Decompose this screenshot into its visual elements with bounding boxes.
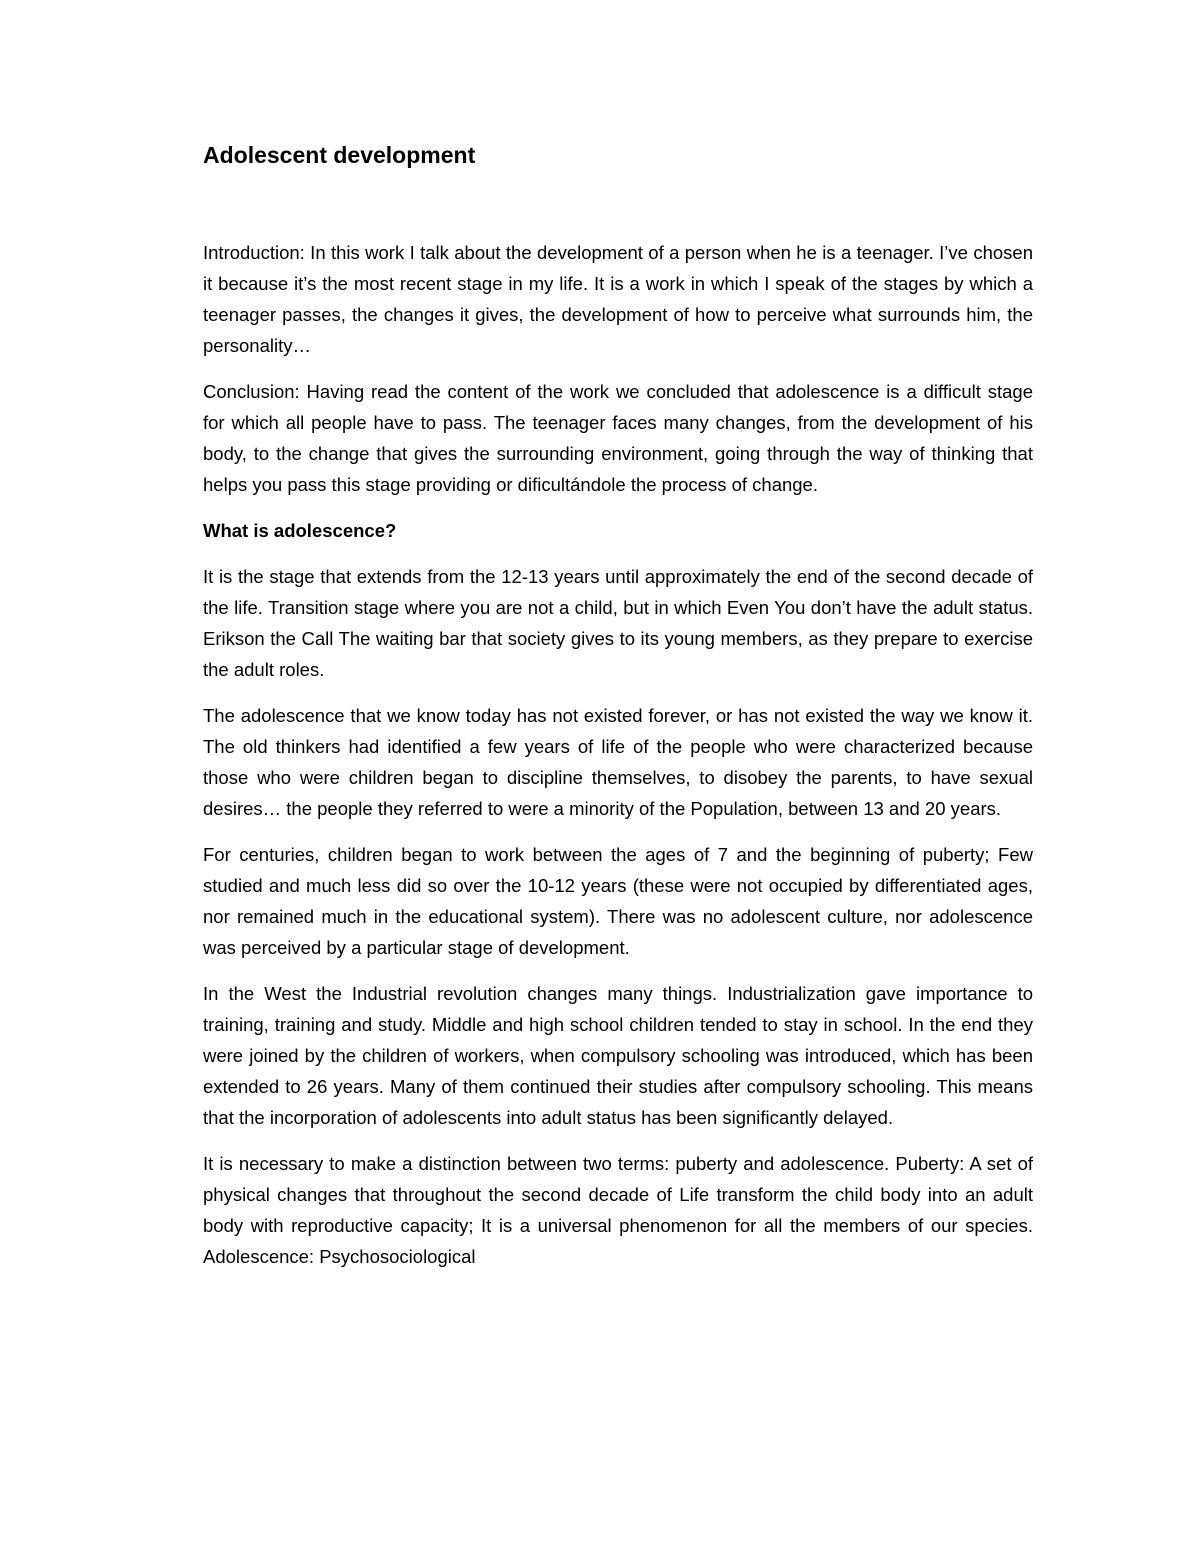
section-heading-what-is-adolescence: What is adolescence? — [203, 520, 397, 541]
document-title: Adolescent development — [203, 142, 476, 168]
conclusion-paragraph: Conclusion: Having read the content of the work we concluded that adolescence is a difficult stage for which all people have to pass. The teenager faces many changes, from the development of his body, to the change that gives the surrounding environment, going through the way of thinking that helps you pass this stage providing or dificultándole the process of change. — [203, 381, 1033, 495]
body-paragraph: In the West the Industrial revolution changes many things. Industrialization gave importance to training, training and study. Middle and high school children tended to stay in school. In the end they were joined by the children of workers, when compulsory schooling was introduced, which has been extended to 26 years. Many of them continued their studies after compulsory schooling. This means that the incorporation of adolescents into adult status has been significantly delayed. — [203, 983, 1033, 1128]
body-paragraph: For centuries, children began to work between the ages of 7 and the beginning of puberty; Few studied and much less did so over the 10-12 years (these were not occupied by differentiated ages, nor remained much in the educational system). There was no adolescent culture, nor adolescence was perceived by a particular stage of development. — [203, 844, 1033, 958]
body-paragraph: The adolescence that we know today has not existed forever, or has not existed the way we know it. The old thinkers had identified a few years of life of the people who were characterized because those who were children began to discipline themselves, to disobey the parents, to have sexual desires… the people they referred to were a minority of the Population, between 13 and 20 years. — [203, 705, 1033, 819]
body-paragraph: It is the stage that extends from the 12-13 years until approximately the end of the second decade of the life. Transition stage where you are not a child, but in which Even You don’t have the adult status. Erikson the Call The waiting bar that society gives to its young members, as they prepare to exercise the adult roles. — [203, 566, 1033, 680]
body-paragraph: It is necessary to make a distinction between two terms: puberty and adolescence. Puberty: A set of physical changes that throughout the second decade of Life transform the child body into an adult body with reproductive capacity; It is a universal phenomenon for all the members of our species. Adolescence: Psychosociological — [203, 1153, 1033, 1267]
introduction-paragraph: Introduction: In this work I talk about the development of a person when he is a teenager. I’ve chosen it because it’s the most recent stage in my life. It is a work in which I speak of the stages by which a teenager passes, the changes it gives, the development of how to perceive what surrounds him, the personality… — [203, 242, 1033, 356]
document-body — [203, 140, 1033, 1287]
